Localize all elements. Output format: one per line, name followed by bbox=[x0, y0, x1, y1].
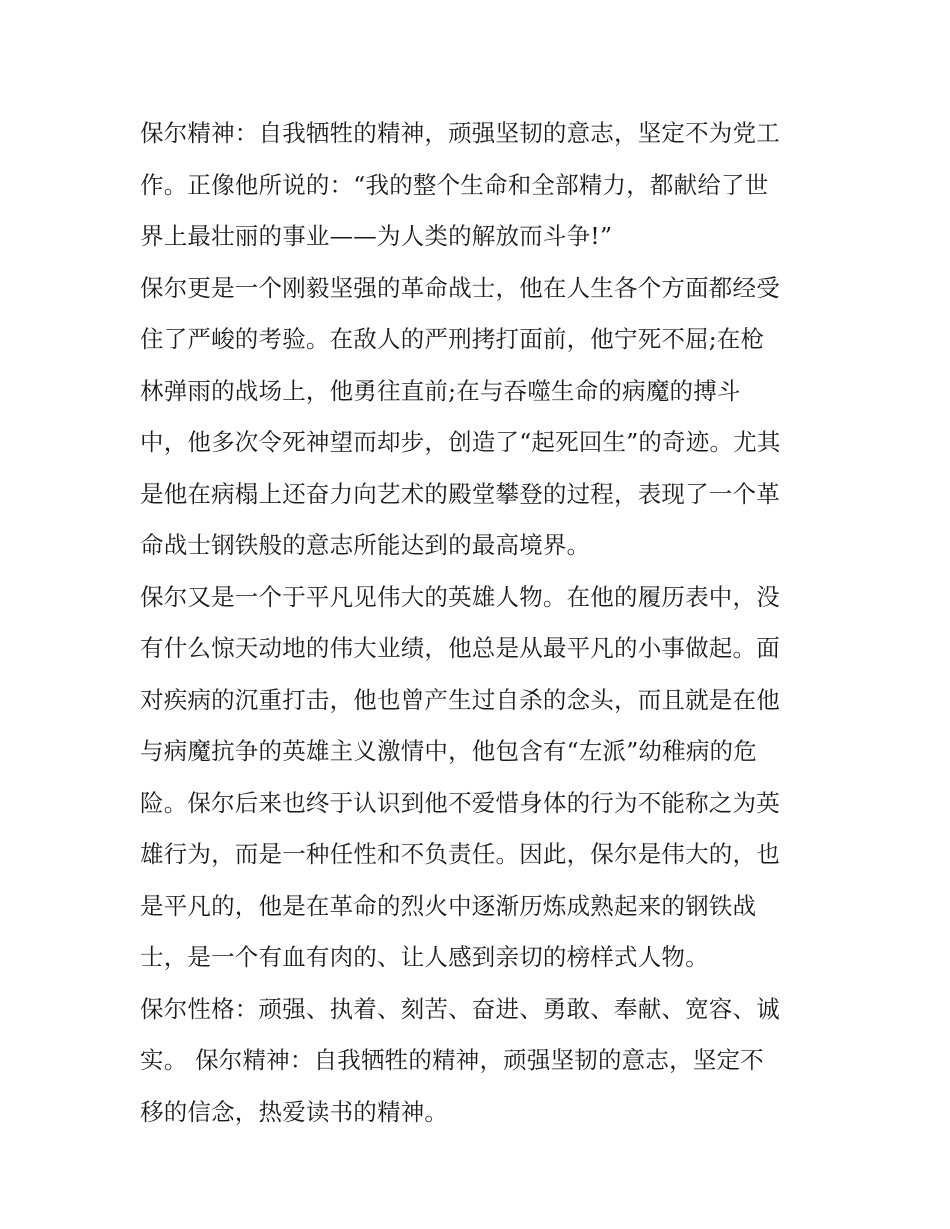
text-line: 移的信念，热爱读书的精神。 bbox=[140, 1097, 449, 1126]
text-line: 保尔更是一个刚毅坚强的革命战士，他在人生各个方面都经受 bbox=[140, 273, 780, 302]
text-line: 保尔性格：顽强、执着、刻苦、奋进、勇敢、奉献、宽容、诚 bbox=[140, 994, 780, 1023]
text-line: 士，是一个有血有肉的、让人感到亲切的榜样式人物。 bbox=[140, 943, 709, 971]
text-line: 实。 保尔精神：自我牺牲的精神，顽强坚韧的意志，坚定不 bbox=[140, 1046, 764, 1074]
document-body bbox=[140, 108, 815, 1138]
text-line: 林弹雨的战场上，他勇往直前;在与吞噬生命的病魔的搏斗 bbox=[140, 376, 741, 405]
text-line: 是平凡的，他是在革命的烈火中逐渐历炼成熟起来的钢铁战 bbox=[140, 891, 757, 920]
text-line: 作。正像他所说的：“我的整个生命和全部精力，都献给了世 bbox=[140, 170, 769, 199]
text-line: 险。保尔后来也终于认识到他不爱惜身体的行为不能称之为英 bbox=[140, 788, 780, 817]
text-line: 对疾病的沉重打击，他也曾产生过自杀的念头，而且就是在他 bbox=[140, 685, 780, 714]
text-line: 命战士钢铁般的意志所能达到的最高境界。 bbox=[140, 531, 591, 559]
text-line: 中，他多次令死神望而却步，创造了“起死回生”的奇迹。尤其 bbox=[140, 428, 781, 456]
text-line: 保尔精神：自我牺牲的精神，顽强坚韧的意志，坚定不为党工 bbox=[140, 119, 780, 147]
text-line: 界上最壮丽的事业——为人类的解放而斗争!” bbox=[140, 222, 613, 250]
text-line: 保尔又是一个于平凡见伟大的英雄人物。在他的履历表中，没 bbox=[140, 582, 780, 611]
text-line: 与病魔抗争的英雄主义激情中，他包含有“左派”幼稚病的危 bbox=[140, 737, 757, 765]
text-line: 雄行为，而是一种任性和不负责任。因此，保尔是伟大的，也 bbox=[140, 840, 780, 868]
text-line: 住了严峻的考验。在敌人的严刑拷打面前，他宁死不屈;在枪 bbox=[140, 325, 765, 353]
text-line: 是他在病榻上还奋力向艺术的殿堂攀登的过程，表现了一个革 bbox=[140, 479, 780, 508]
text-line: 有什么惊天动地的伟大业绩，他总是从最平凡的小事做起。面 bbox=[140, 634, 780, 662]
